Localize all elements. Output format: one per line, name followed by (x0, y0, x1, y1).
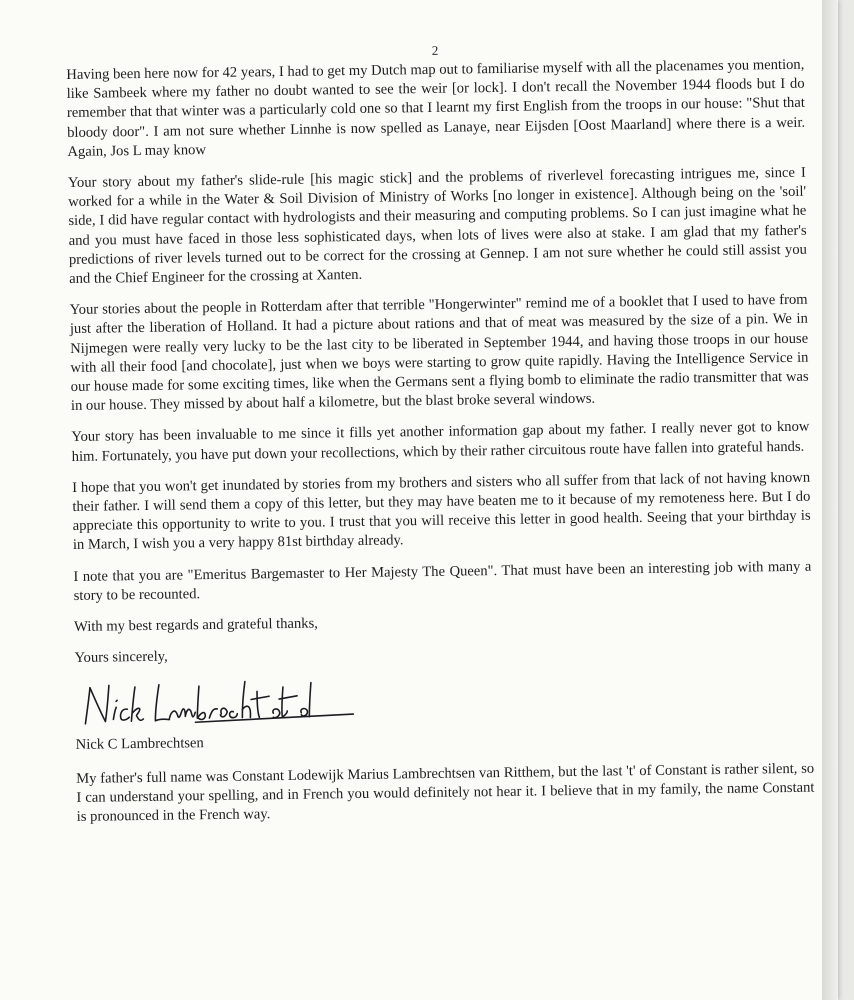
closing-line: With my best regards and grateful thanks, (73, 615, 318, 636)
letter-body (66, 38, 815, 840)
handwritten-signature (75, 670, 814, 734)
typed-name: Nick C Lambrechtsen (75, 735, 204, 754)
paragraph-siblings-birthday: I hope that you won't get inundated by stories from my brothers and sisters who all suffer from that lack of not having known their father. I will send them a copy of this letter, but they may have beaten me to it because of my remoteness here. But I do appreciate this opportunity to write to you. I trust that you will receive this letter in good health. Seeing that your birthday is in March, I wish you a very happy 81st birthday already. (72, 469, 811, 554)
page-number: 2 (431, 42, 439, 58)
scan-edge (822, 0, 838, 1000)
paragraph-information-gap: Your story has been invaluable to me since it fills yet another information gap about my father. I really never got to know him. Fortunately, you have put down your recollections, which by their rather circuitous route have fallen into grateful hands. (71, 419, 810, 465)
postscript-paragraph: My father's full name was Constant Lodewijk Marius Lambrechtsen van Ritthem, but the last 't' of Constant is rather silent, so I can understand your spelling, and in French you would definitely not hear it. I believe that in my family, the name Constant is pronounced in the French way. (76, 760, 815, 826)
signature-drawing (75, 676, 376, 734)
paragraph-slide-rule: Your story about my father's slide-rule [his magic stick] and the problems of riverlevel forecasting intrigues me, since I worked for a while in the Water & Soil Division of Ministry of Works [no longer in existence]. Although being on the 'soil' side, I did have regular contact with hydrologists and their measuring and computing problems. So I can just imagine what he and you must have faced in those less sophisticated days, when lots of lives were also at stake. I am glad that my father's predictions of river levels turned out to be correct for the crossing at Gennep. I am not sure whether he could still assist you and the Chief Engineer for the crossing at Xanten. (67, 164, 807, 288)
paragraph-bargemaster: I note that you are "Emeritus Bargemaster to Her Majesty The Queen". That must have been an interesting job with many a story to be recounted. (73, 558, 812, 604)
paragraph-hongerwinter: Your stories about the people in Rotterdam after that terrible "Hongerwinter" remind me of a booklet that I used to have from just after the liberation of Holland. It had a picture about rations and that of meat was measured by the size of a pin. We in Nijmegen were really very lucky to be the last city to be liberated in September 1944, and having those troops in our house with all their food [and chocolate], just when we boys were starting to grow quite rapidly. Having the Intelligence Service in our house made for some exciting times, like when the Germans sent a flying bomb to eliminate the radio transmitter that was in our house. They missed by about half a kilometre, but the blast broke several windows. (69, 291, 809, 415)
sign-off: Yours sincerely, (74, 648, 168, 667)
paragraph-maps-and-floods: Having been here now for 42 years, I had to get my Dutch map out to familiarise myself with all the placenames you mention, like Sambeek where my father no doubt wanted to see the weir [or lock]. I don't recall the November 1944 floods but I do remember that that winter was a particularly cold one so that I learnt my first English from the troops in our house: "Shut that bloody door". I am not sure whether Linnhe is now spelled as Lanaye, near Eijsden [Oost Maarland] where there is a weir. Again, Jos L may know (66, 56, 806, 160)
